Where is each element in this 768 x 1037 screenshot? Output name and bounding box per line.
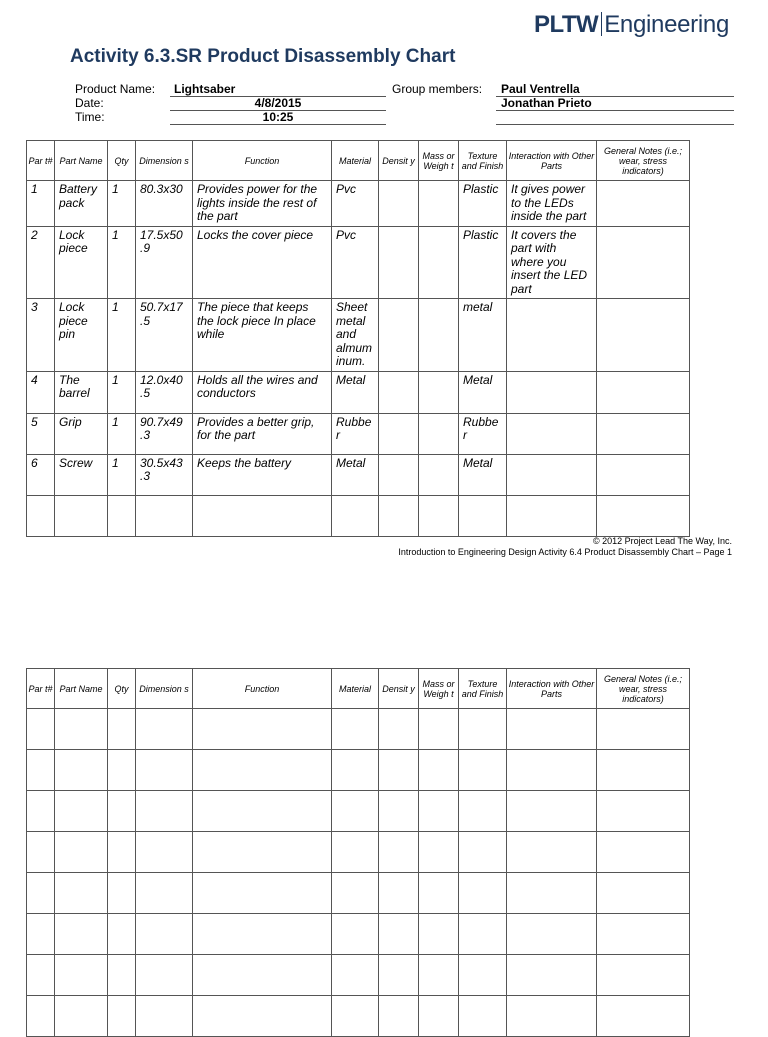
table-header-row bbox=[27, 141, 690, 181]
header-qty: Qty bbox=[108, 141, 136, 181]
part-name-cell: Battery pack bbox=[55, 181, 108, 227]
header-dimensions: Dimension s bbox=[136, 141, 193, 181]
interaction-cell bbox=[507, 371, 597, 413]
table-row bbox=[27, 413, 690, 454]
header-mass: Mass or Weigh t bbox=[419, 669, 459, 709]
texture-cell: Rubbe r bbox=[459, 413, 507, 454]
table-row bbox=[27, 750, 690, 791]
dimensions-cell bbox=[136, 750, 193, 791]
table-row bbox=[27, 454, 690, 495]
general-notes-cell bbox=[597, 791, 690, 832]
table-row bbox=[27, 371, 690, 413]
mass-cell bbox=[419, 750, 459, 791]
density-cell bbox=[379, 873, 419, 914]
general-notes-cell bbox=[597, 495, 690, 536]
dimensions-cell bbox=[136, 832, 193, 873]
interaction-cell bbox=[507, 495, 597, 536]
density-cell bbox=[379, 914, 419, 955]
function-cell bbox=[193, 996, 332, 1037]
qty-cell: 1 bbox=[108, 371, 136, 413]
density-cell bbox=[379, 454, 419, 495]
interaction-cell bbox=[507, 955, 597, 996]
material-cell: Rubbe r bbox=[332, 413, 379, 454]
material-cell: Pvc bbox=[332, 226, 379, 299]
material-cell bbox=[332, 996, 379, 1037]
table-row bbox=[27, 996, 690, 1037]
header-texture: Texture and Finish bbox=[459, 141, 507, 181]
header-dimensions: Dimension s bbox=[136, 669, 193, 709]
qty-cell: 1 bbox=[108, 413, 136, 454]
function-cell: The piece that keeps the lock piece In place while bbox=[193, 299, 332, 372]
header-material: Material bbox=[332, 141, 379, 181]
qty-cell bbox=[108, 914, 136, 955]
part-name-cell: The barrel bbox=[55, 371, 108, 413]
header-general-notes: General Notes (i.e.; wear, stress indicators) bbox=[597, 669, 690, 709]
header-part-number: Par t# bbox=[27, 669, 55, 709]
part-number-cell bbox=[27, 955, 55, 996]
texture-cell: metal bbox=[459, 299, 507, 372]
qty-cell: 1 bbox=[108, 226, 136, 299]
density-cell bbox=[379, 181, 419, 227]
interaction-cell bbox=[507, 996, 597, 1037]
time-label: Time: bbox=[75, 110, 105, 124]
mass-cell bbox=[419, 413, 459, 454]
material-cell bbox=[332, 955, 379, 996]
header-mass: Mass or Weigh t bbox=[419, 141, 459, 181]
header-qty: Qty bbox=[108, 669, 136, 709]
density-cell bbox=[379, 226, 419, 299]
texture-cell bbox=[459, 750, 507, 791]
general-notes-cell bbox=[597, 750, 690, 791]
table-row bbox=[27, 914, 690, 955]
mass-cell bbox=[419, 299, 459, 372]
texture-cell bbox=[459, 873, 507, 914]
material-cell bbox=[332, 495, 379, 536]
general-notes-cell bbox=[597, 996, 690, 1037]
qty-cell bbox=[108, 873, 136, 914]
dimensions-cell bbox=[136, 955, 193, 996]
general-notes-cell bbox=[597, 181, 690, 227]
logo-name: Engineering bbox=[604, 11, 730, 38]
dimensions-cell: 30.5x43 .3 bbox=[136, 454, 193, 495]
part-number-cell bbox=[27, 750, 55, 791]
part-number-cell: 5 bbox=[27, 413, 55, 454]
part-number-cell bbox=[27, 495, 55, 536]
texture-cell bbox=[459, 495, 507, 536]
mass-cell bbox=[419, 955, 459, 996]
member-3-underline bbox=[496, 124, 734, 125]
mass-cell bbox=[419, 832, 459, 873]
mass-cell bbox=[419, 873, 459, 914]
table-row bbox=[27, 873, 690, 914]
mass-cell bbox=[419, 226, 459, 299]
density-cell bbox=[379, 299, 419, 372]
page-footer bbox=[398, 536, 732, 558]
interaction-cell bbox=[507, 299, 597, 372]
table-row bbox=[27, 955, 690, 996]
header-texture: Texture and Finish bbox=[459, 669, 507, 709]
part-number-cell bbox=[27, 914, 55, 955]
group-member-2: Jonathan Prieto bbox=[501, 96, 592, 110]
course-footer-text: Introduction to Engineering Design Activity 6.4 Product Disassembly Chart – Page 1 bbox=[398, 547, 732, 557]
part-name-cell bbox=[55, 750, 108, 791]
part-number-cell bbox=[27, 873, 55, 914]
material-cell bbox=[332, 709, 379, 750]
texture-cell bbox=[459, 832, 507, 873]
general-notes-cell bbox=[597, 832, 690, 873]
header-part-number: Par t# bbox=[27, 141, 55, 181]
material-cell bbox=[332, 873, 379, 914]
dimensions-cell: 50.7x17 .5 bbox=[136, 299, 193, 372]
header-function: Function bbox=[193, 141, 332, 181]
part-number-cell bbox=[27, 791, 55, 832]
table-row bbox=[27, 832, 690, 873]
pltw-engineering-logo bbox=[534, 11, 729, 39]
group-member-1: Paul Ventrella bbox=[501, 82, 580, 96]
part-number-cell: 6 bbox=[27, 454, 55, 495]
part-name-cell: Screw bbox=[55, 454, 108, 495]
density-cell bbox=[379, 832, 419, 873]
part-number-cell: 3 bbox=[27, 299, 55, 372]
general-notes-cell bbox=[597, 709, 690, 750]
product-name-label: Product Name: bbox=[75, 82, 156, 96]
disassembly-chart-table bbox=[26, 140, 690, 537]
dimensions-cell: 12.0x40 .5 bbox=[136, 371, 193, 413]
dimensions-cell bbox=[136, 495, 193, 536]
material-cell bbox=[332, 750, 379, 791]
mass-cell bbox=[419, 914, 459, 955]
qty-cell bbox=[108, 996, 136, 1037]
general-notes-cell bbox=[597, 914, 690, 955]
qty-cell bbox=[108, 955, 136, 996]
dimensions-cell bbox=[136, 873, 193, 914]
interaction-cell bbox=[507, 750, 597, 791]
part-name-cell bbox=[55, 955, 108, 996]
header-material: Material bbox=[332, 669, 379, 709]
date-label: Date: bbox=[75, 96, 104, 110]
qty-cell: 1 bbox=[108, 299, 136, 372]
texture-cell bbox=[459, 791, 507, 832]
mass-cell bbox=[419, 495, 459, 536]
product-name-value: Lightsaber bbox=[174, 82, 236, 96]
part-number-cell: 2 bbox=[27, 226, 55, 299]
header-general-notes: General Notes (i.e.; wear, stress indicators) bbox=[597, 141, 690, 181]
logo-divider bbox=[601, 12, 602, 36]
part-name-cell bbox=[55, 873, 108, 914]
interaction-cell bbox=[507, 914, 597, 955]
table-row bbox=[27, 709, 690, 750]
group-members-label: Group members: bbox=[392, 82, 483, 96]
part-name-cell bbox=[55, 495, 108, 536]
general-notes-cell bbox=[597, 371, 690, 413]
table-row bbox=[27, 299, 690, 372]
part-name-cell bbox=[55, 832, 108, 873]
dimensions-cell bbox=[136, 996, 193, 1037]
part-name-cell: Grip bbox=[55, 413, 108, 454]
material-cell bbox=[332, 914, 379, 955]
texture-cell bbox=[459, 914, 507, 955]
function-cell: Holds all the wires and conductors bbox=[193, 371, 332, 413]
texture-cell bbox=[459, 709, 507, 750]
material-cell: Metal bbox=[332, 454, 379, 495]
general-notes-cell bbox=[597, 955, 690, 996]
density-cell bbox=[379, 791, 419, 832]
function-cell bbox=[193, 832, 332, 873]
density-cell bbox=[379, 495, 419, 536]
member-2-underline bbox=[496, 110, 734, 111]
general-notes-cell bbox=[597, 413, 690, 454]
dimensions-cell: 17.5x50 .9 bbox=[136, 226, 193, 299]
material-cell: Pvc bbox=[332, 181, 379, 227]
interaction-cell bbox=[507, 791, 597, 832]
interaction-cell bbox=[507, 709, 597, 750]
part-number-cell: 1 bbox=[27, 181, 55, 227]
dimensions-cell bbox=[136, 914, 193, 955]
general-notes-cell bbox=[597, 226, 690, 299]
part-name-cell: Lock piece bbox=[55, 226, 108, 299]
function-cell bbox=[193, 750, 332, 791]
table-row bbox=[27, 791, 690, 832]
time-underline bbox=[170, 124, 386, 125]
interaction-cell: It gives power to the LEDs inside the part bbox=[507, 181, 597, 227]
header-function: Function bbox=[193, 669, 332, 709]
mass-cell bbox=[419, 454, 459, 495]
function-cell: Locks the cover piece bbox=[193, 226, 332, 299]
texture-cell: Plastic bbox=[459, 181, 507, 227]
texture-cell bbox=[459, 996, 507, 1037]
date-value: 4/8/2015 bbox=[254, 96, 302, 110]
mass-cell bbox=[419, 791, 459, 832]
interaction-cell: It covers the part with where you insert the LED part bbox=[507, 226, 597, 299]
dimensions-cell: 80.3x30 bbox=[136, 181, 193, 227]
qty-cell: 1 bbox=[108, 454, 136, 495]
density-cell bbox=[379, 371, 419, 413]
texture-cell: Metal bbox=[459, 371, 507, 413]
general-notes-cell bbox=[597, 873, 690, 914]
function-cell bbox=[193, 495, 332, 536]
mass-cell bbox=[419, 371, 459, 413]
dimensions-cell bbox=[136, 791, 193, 832]
qty-cell bbox=[108, 832, 136, 873]
interaction-cell bbox=[507, 832, 597, 873]
material-cell: Metal bbox=[332, 371, 379, 413]
part-number-cell bbox=[27, 709, 55, 750]
table-row bbox=[27, 495, 690, 536]
header-density: Densit y bbox=[379, 141, 419, 181]
density-cell bbox=[379, 750, 419, 791]
table-header-row bbox=[27, 669, 690, 709]
qty-cell: 1 bbox=[108, 181, 136, 227]
logo-brand: PLTW bbox=[534, 11, 599, 38]
density-cell bbox=[379, 709, 419, 750]
copyright-text: © 2012 Project Lead The Way, Inc. bbox=[592, 536, 732, 546]
mass-cell bbox=[419, 181, 459, 227]
qty-cell bbox=[108, 709, 136, 750]
part-number-cell bbox=[27, 996, 55, 1037]
header-density: Densit y bbox=[379, 669, 419, 709]
function-cell bbox=[193, 955, 332, 996]
table-row bbox=[27, 226, 690, 299]
time-value: 10:25 bbox=[262, 110, 294, 124]
qty-cell bbox=[108, 750, 136, 791]
blank-chart-table bbox=[26, 668, 690, 1037]
general-notes-cell bbox=[597, 454, 690, 495]
mass-cell bbox=[419, 709, 459, 750]
header-interaction: Interaction with Other Parts bbox=[507, 669, 597, 709]
part-number-cell bbox=[27, 832, 55, 873]
dimensions-cell: 90.7x49 .3 bbox=[136, 413, 193, 454]
page-title: Activity 6.3.SR Product Disassembly Chart bbox=[70, 46, 456, 67]
density-cell bbox=[379, 996, 419, 1037]
table-row bbox=[27, 181, 690, 227]
function-cell bbox=[193, 914, 332, 955]
part-name-cell bbox=[55, 996, 108, 1037]
density-cell bbox=[379, 955, 419, 996]
function-cell bbox=[193, 791, 332, 832]
part-name-cell bbox=[55, 709, 108, 750]
interaction-cell bbox=[507, 413, 597, 454]
density-cell bbox=[379, 413, 419, 454]
header-part-name: Part Name bbox=[55, 141, 108, 181]
part-number-cell: 4 bbox=[27, 371, 55, 413]
material-cell: Sheet metal and almum inum. bbox=[332, 299, 379, 372]
texture-cell bbox=[459, 955, 507, 996]
function-cell: Keeps the battery bbox=[193, 454, 332, 495]
function-cell bbox=[193, 709, 332, 750]
part-name-cell bbox=[55, 914, 108, 955]
texture-cell: Plastic bbox=[459, 226, 507, 299]
qty-cell bbox=[108, 495, 136, 536]
function-cell bbox=[193, 873, 332, 914]
interaction-cell bbox=[507, 873, 597, 914]
mass-cell bbox=[419, 996, 459, 1037]
function-cell: Provides power for the lights inside the rest of the part bbox=[193, 181, 332, 227]
material-cell bbox=[332, 832, 379, 873]
material-cell bbox=[332, 791, 379, 832]
texture-cell: Metal bbox=[459, 454, 507, 495]
header-part-name: Part Name bbox=[55, 669, 108, 709]
header-interaction: Interaction with Other Parts bbox=[507, 141, 597, 181]
part-name-cell: Lock piece pin bbox=[55, 299, 108, 372]
general-notes-cell bbox=[597, 299, 690, 372]
function-cell: Provides a better grip, for the part bbox=[193, 413, 332, 454]
qty-cell bbox=[108, 791, 136, 832]
part-name-cell bbox=[55, 791, 108, 832]
dimensions-cell bbox=[136, 709, 193, 750]
interaction-cell bbox=[507, 454, 597, 495]
